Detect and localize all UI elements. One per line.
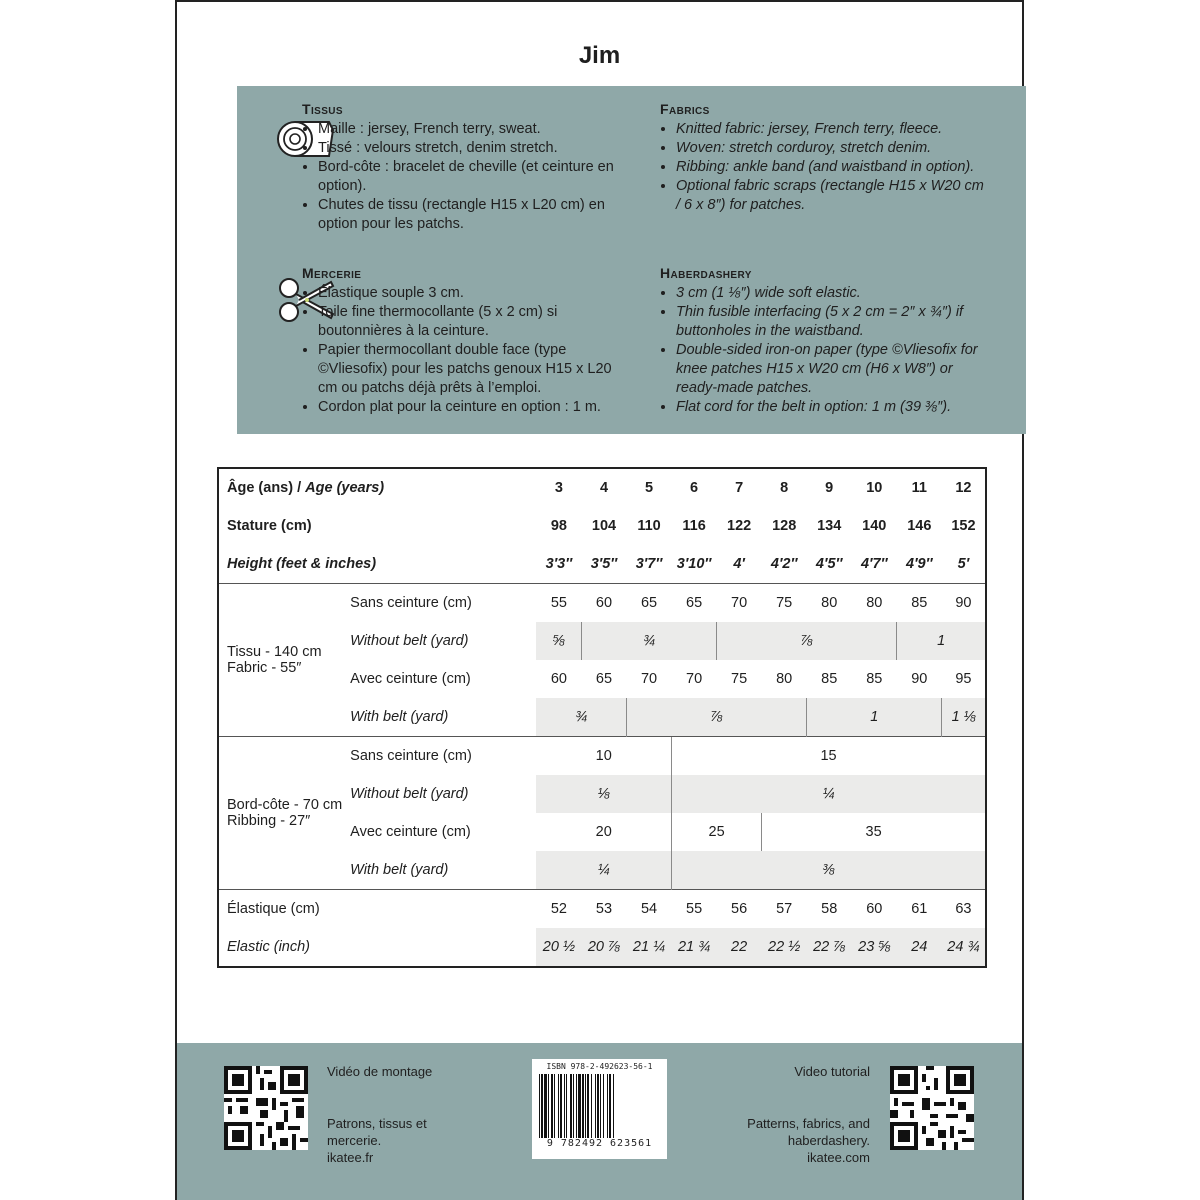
- age-cell: 10: [866, 480, 883, 496]
- height-label: Height (feet & inches): [227, 556, 377, 572]
- value-cell: ⅜: [672, 851, 986, 890]
- height-cell: 3′3″: [545, 556, 573, 572]
- barcode-bar: [603, 1074, 604, 1138]
- fabrics-fr: [302, 100, 632, 234]
- list-item: • 3 cm (1 ⅛″) wide soft elastic.: [676, 284, 990, 303]
- barcode-bar: [548, 1074, 549, 1138]
- value-cell: 90: [911, 671, 928, 687]
- age-label: Âge (ans) / Age (years): [227, 480, 385, 496]
- table-row-stature: [218, 507, 986, 545]
- barcode-bar: [564, 1074, 565, 1138]
- age-cell: 3: [554, 480, 563, 496]
- value-cell: 70: [686, 671, 703, 687]
- value-cell: 1 ⅛: [942, 698, 986, 737]
- barcode-bar: [578, 1074, 581, 1138]
- value-cell: 23 ⅝: [852, 928, 897, 967]
- age-cell: 9: [825, 480, 834, 496]
- value-cell: 85: [897, 584, 942, 623]
- age-cell: 4: [599, 480, 609, 496]
- pattern-back-cover: [175, 0, 1024, 1200]
- row-label: Elastic (inch): [227, 939, 310, 955]
- value-cell: 25: [672, 813, 762, 851]
- value-cell: ⅞: [717, 622, 897, 660]
- video-fr-label: Vidéo de montage: [327, 1064, 433, 1079]
- value-cell: 24: [897, 928, 942, 967]
- row-label: With belt (yard): [350, 862, 449, 878]
- list-item: • Toile fine thermocollante (5 x 2 cm) si boutonnières à la ceinture.: [318, 303, 632, 341]
- age-cell: 12: [955, 480, 972, 496]
- footer-panel: [177, 1043, 1022, 1200]
- stature-cell: 104: [591, 518, 617, 534]
- list-item: • Chutes de tissu (rectangle H15 x L20 cm) en option pour les patchs.: [318, 196, 632, 234]
- value-cell: 21 ¾: [672, 928, 717, 967]
- barcode-bar: [573, 1074, 574, 1138]
- value-cell: 20: [595, 824, 612, 840]
- stature-cell: 152: [951, 518, 976, 534]
- value-cell: 60: [581, 584, 626, 623]
- row-label: Without belt (yard): [350, 633, 469, 649]
- value-cell: 15: [672, 737, 986, 776]
- value-cell: ⅝: [536, 622, 581, 660]
- ribbing-group-fr: Bord-côte - 70 cm: [227, 797, 343, 813]
- value-cell: 58: [807, 890, 852, 929]
- age-cell: 11: [911, 480, 927, 496]
- stature-cell: 134: [817, 518, 842, 534]
- stature-cell: 116: [682, 518, 706, 534]
- barcode-bar: [554, 1074, 555, 1138]
- value-cell: 56: [717, 890, 762, 929]
- barcode-bar: [541, 1074, 543, 1138]
- row-label: Avec ceinture (cm): [350, 671, 471, 687]
- value-cell: 21 ¼: [627, 928, 672, 967]
- barcode-bar: [591, 1074, 592, 1138]
- table-row: [218, 928, 986, 967]
- list-item: • Double-sided iron-on paper (type ©Vliesofix for knee patches H15 x W20 cm (H6 x W8″) or ready-made patches.: [676, 341, 990, 398]
- stature-cell: 122: [727, 518, 752, 534]
- age-cell: 8: [780, 480, 789, 496]
- height-cell: 4′7″: [860, 556, 888, 572]
- barcode-bar: [544, 1074, 547, 1138]
- value-cell: 1: [807, 698, 942, 737]
- fabric-group-en: Fabric - 55″: [227, 660, 302, 676]
- value-cell: 63: [942, 890, 986, 929]
- value-cell: ⅞: [627, 698, 807, 737]
- table-row-height: [218, 545, 986, 584]
- qr-code-en[interactable]: [890, 1066, 974, 1150]
- value-cell: 53: [581, 890, 626, 929]
- height-cell: 4′: [733, 556, 745, 572]
- height-cell: 5′: [957, 556, 970, 572]
- stature-cell: 140: [862, 518, 887, 534]
- list-item: • Optional fabric scraps (rectangle H15 x W20 cm / 6 x 8″) for patches.: [676, 177, 990, 215]
- materials-panel: [237, 86, 1026, 434]
- barcode-bar: [551, 1074, 553, 1138]
- height-cell: 4′9″: [906, 556, 933, 572]
- barcode-bar: [560, 1074, 562, 1138]
- value-cell: 55: [536, 584, 581, 623]
- value-cell: 52: [536, 890, 581, 929]
- value-cell: 65: [595, 671, 613, 687]
- stature-cell: 98: [550, 518, 567, 534]
- value-cell: 80: [852, 584, 897, 623]
- site-en-link[interactable]: ikatee.com: [807, 1150, 870, 1165]
- stature-cell: 128: [772, 518, 797, 534]
- pattern-title: Jim: [578, 42, 621, 69]
- age-cell: 6: [690, 480, 699, 496]
- row-label: With belt (yard): [350, 709, 449, 725]
- value-cell: 55: [672, 890, 717, 929]
- value-cell: 60: [852, 890, 897, 929]
- isbn-text: ISBN 978-2-492623-56-1: [546, 1062, 653, 1071]
- value-cell: 22 ⅞: [807, 928, 852, 967]
- value-cell: 22: [717, 928, 762, 967]
- list-item: • Papier thermocollant double face (type ©Vliesofix) pour les patchs genoux H15 x L20 cm ou patchs déjà prêts à l’emploi.: [318, 341, 632, 398]
- size-chart-table: [217, 467, 987, 968]
- list-item: • Flat cord for the belt in option: 1 m (39 ⅜″).: [676, 398, 990, 417]
- row-label: Élastique (cm): [218, 890, 536, 929]
- list-item: • Élastique souple 3 cm.: [318, 284, 632, 303]
- row-label: Without belt (yard): [350, 786, 469, 802]
- haberdashery-en: [660, 264, 990, 417]
- value-cell: 85: [821, 671, 838, 687]
- list-item: • Maille : jersey, French terry, sweat.: [318, 120, 632, 139]
- stature-cell: 110: [637, 518, 661, 534]
- value-cell: 22 ½: [762, 928, 807, 967]
- barcode-bar: [558, 1074, 559, 1138]
- age-cell: 5: [644, 480, 654, 496]
- stature-cell: 146: [907, 518, 932, 534]
- list-item: • Woven: stretch corduroy, stretch denim.: [676, 139, 990, 158]
- list-item: • Cordon plat pour la ceinture en option : 1 m.: [318, 398, 632, 417]
- value-cell: 54: [627, 890, 672, 929]
- value-cell: 20 ½: [536, 928, 581, 967]
- barcode-bar: [600, 1074, 601, 1138]
- value-cell: 65: [672, 584, 717, 623]
- age-cell: 7: [735, 480, 744, 496]
- value-cell: 20 ⅞: [581, 928, 626, 967]
- height-cell: 3′10″: [676, 556, 712, 572]
- fabric-group-fr: Tissu - 140 cm: [227, 644, 322, 660]
- height-cell: 4′2″: [770, 556, 798, 572]
- barcode-bar: [582, 1074, 584, 1138]
- value-cell: 1: [897, 622, 986, 660]
- row-label: Avec ceinture (cm): [350, 824, 471, 840]
- barcode-bar: [613, 1074, 614, 1138]
- value-cell: ⅛: [536, 775, 671, 813]
- table-row: [218, 584, 986, 623]
- qr-code-fr[interactable]: [224, 1066, 308, 1150]
- value-cell: 80: [776, 671, 793, 687]
- shop-en-label: Patterns, fabrics, and haberdashery.: [747, 1116, 870, 1148]
- value-cell: ¼: [536, 851, 671, 890]
- value-cell: 90: [942, 584, 986, 623]
- value-cell: 85: [866, 671, 883, 687]
- row-label: Sans ceinture (cm): [350, 737, 536, 776]
- height-cell: 3′7″: [635, 556, 663, 572]
- value-cell: ¼: [672, 775, 986, 813]
- barcode-bar: [566, 1074, 567, 1138]
- barcode-bar: [587, 1074, 589, 1138]
- table-row: [218, 737, 986, 776]
- value-cell: 61: [897, 890, 942, 929]
- stature-label: Stature (cm): [227, 518, 312, 534]
- value-cell: 35: [762, 813, 986, 851]
- value-cell: 95: [955, 671, 972, 687]
- fabric-group-label: [218, 584, 350, 737]
- list-item: • Bord-côte : bracelet de cheville (et ceinture en option).: [318, 158, 632, 196]
- shop-fr-label: Patrons, tissus et mercerie.: [327, 1116, 427, 1148]
- table-row-age: [218, 468, 986, 507]
- haberdashery-fr-heading: Mercerie: [302, 265, 362, 281]
- barcode-bar: [609, 1074, 611, 1138]
- list-item: • Ribbing: ankle band (and waistband in option).: [676, 158, 990, 177]
- value-cell: ¾: [536, 698, 626, 737]
- table-row: [218, 890, 986, 929]
- list-item: • Tissé : velours stretch, denim stretch.: [318, 139, 632, 158]
- isbn-barcode: [532, 1059, 667, 1159]
- barcode-bar: [597, 1074, 599, 1138]
- value-cell: 75: [762, 584, 807, 623]
- barcode-bar: [570, 1074, 572, 1138]
- value-cell: ¾: [581, 622, 716, 660]
- list-item: • Thin fusible interfacing (5 x 2 cm = 2″ x ¾″) if buttonholes in the waistband.: [676, 303, 990, 341]
- site-fr-link[interactable]: ikatee.fr: [327, 1150, 374, 1165]
- haberdashery-en-heading: Haberdashery: [660, 265, 752, 281]
- height-cell: 3′5″: [590, 556, 618, 572]
- ribbing-group-en: Ribbing - 27″: [227, 813, 311, 829]
- value-cell: 10: [536, 737, 671, 776]
- value-cell: 80: [807, 584, 852, 623]
- haberdashery-fr: [302, 264, 632, 417]
- value-cell: 65: [627, 584, 672, 623]
- fabrics-fr-heading: Tissus: [302, 101, 343, 117]
- fabrics-en-heading: Fabrics: [660, 101, 710, 117]
- ribbing-group-label: [218, 737, 350, 890]
- height-cell: 4′5″: [815, 556, 843, 572]
- row-label: Sans ceinture (cm): [350, 584, 536, 623]
- value-cell: 75: [731, 671, 748, 687]
- barcode-bar: [585, 1074, 586, 1138]
- barcode-bar: [595, 1074, 596, 1138]
- barcode-bar: [576, 1074, 577, 1138]
- barcode-bar: [607, 1074, 608, 1138]
- barcode-bar: [539, 1074, 540, 1138]
- value-cell: 70: [640, 671, 658, 687]
- value-cell: 60: [550, 671, 567, 687]
- barcode-bars: [537, 1074, 662, 1138]
- value-cell: 70: [717, 584, 762, 623]
- value-cell: 57: [762, 890, 807, 929]
- list-item: • Knitted fabric: jersey, French terry, fleece.: [676, 120, 990, 139]
- video-en-label: Video tutorial: [794, 1064, 870, 1079]
- value-cell: 24 ¾: [942, 928, 986, 967]
- barcode-number: 9 782492 623561: [546, 1138, 653, 1149]
- fabrics-en: [660, 100, 990, 215]
